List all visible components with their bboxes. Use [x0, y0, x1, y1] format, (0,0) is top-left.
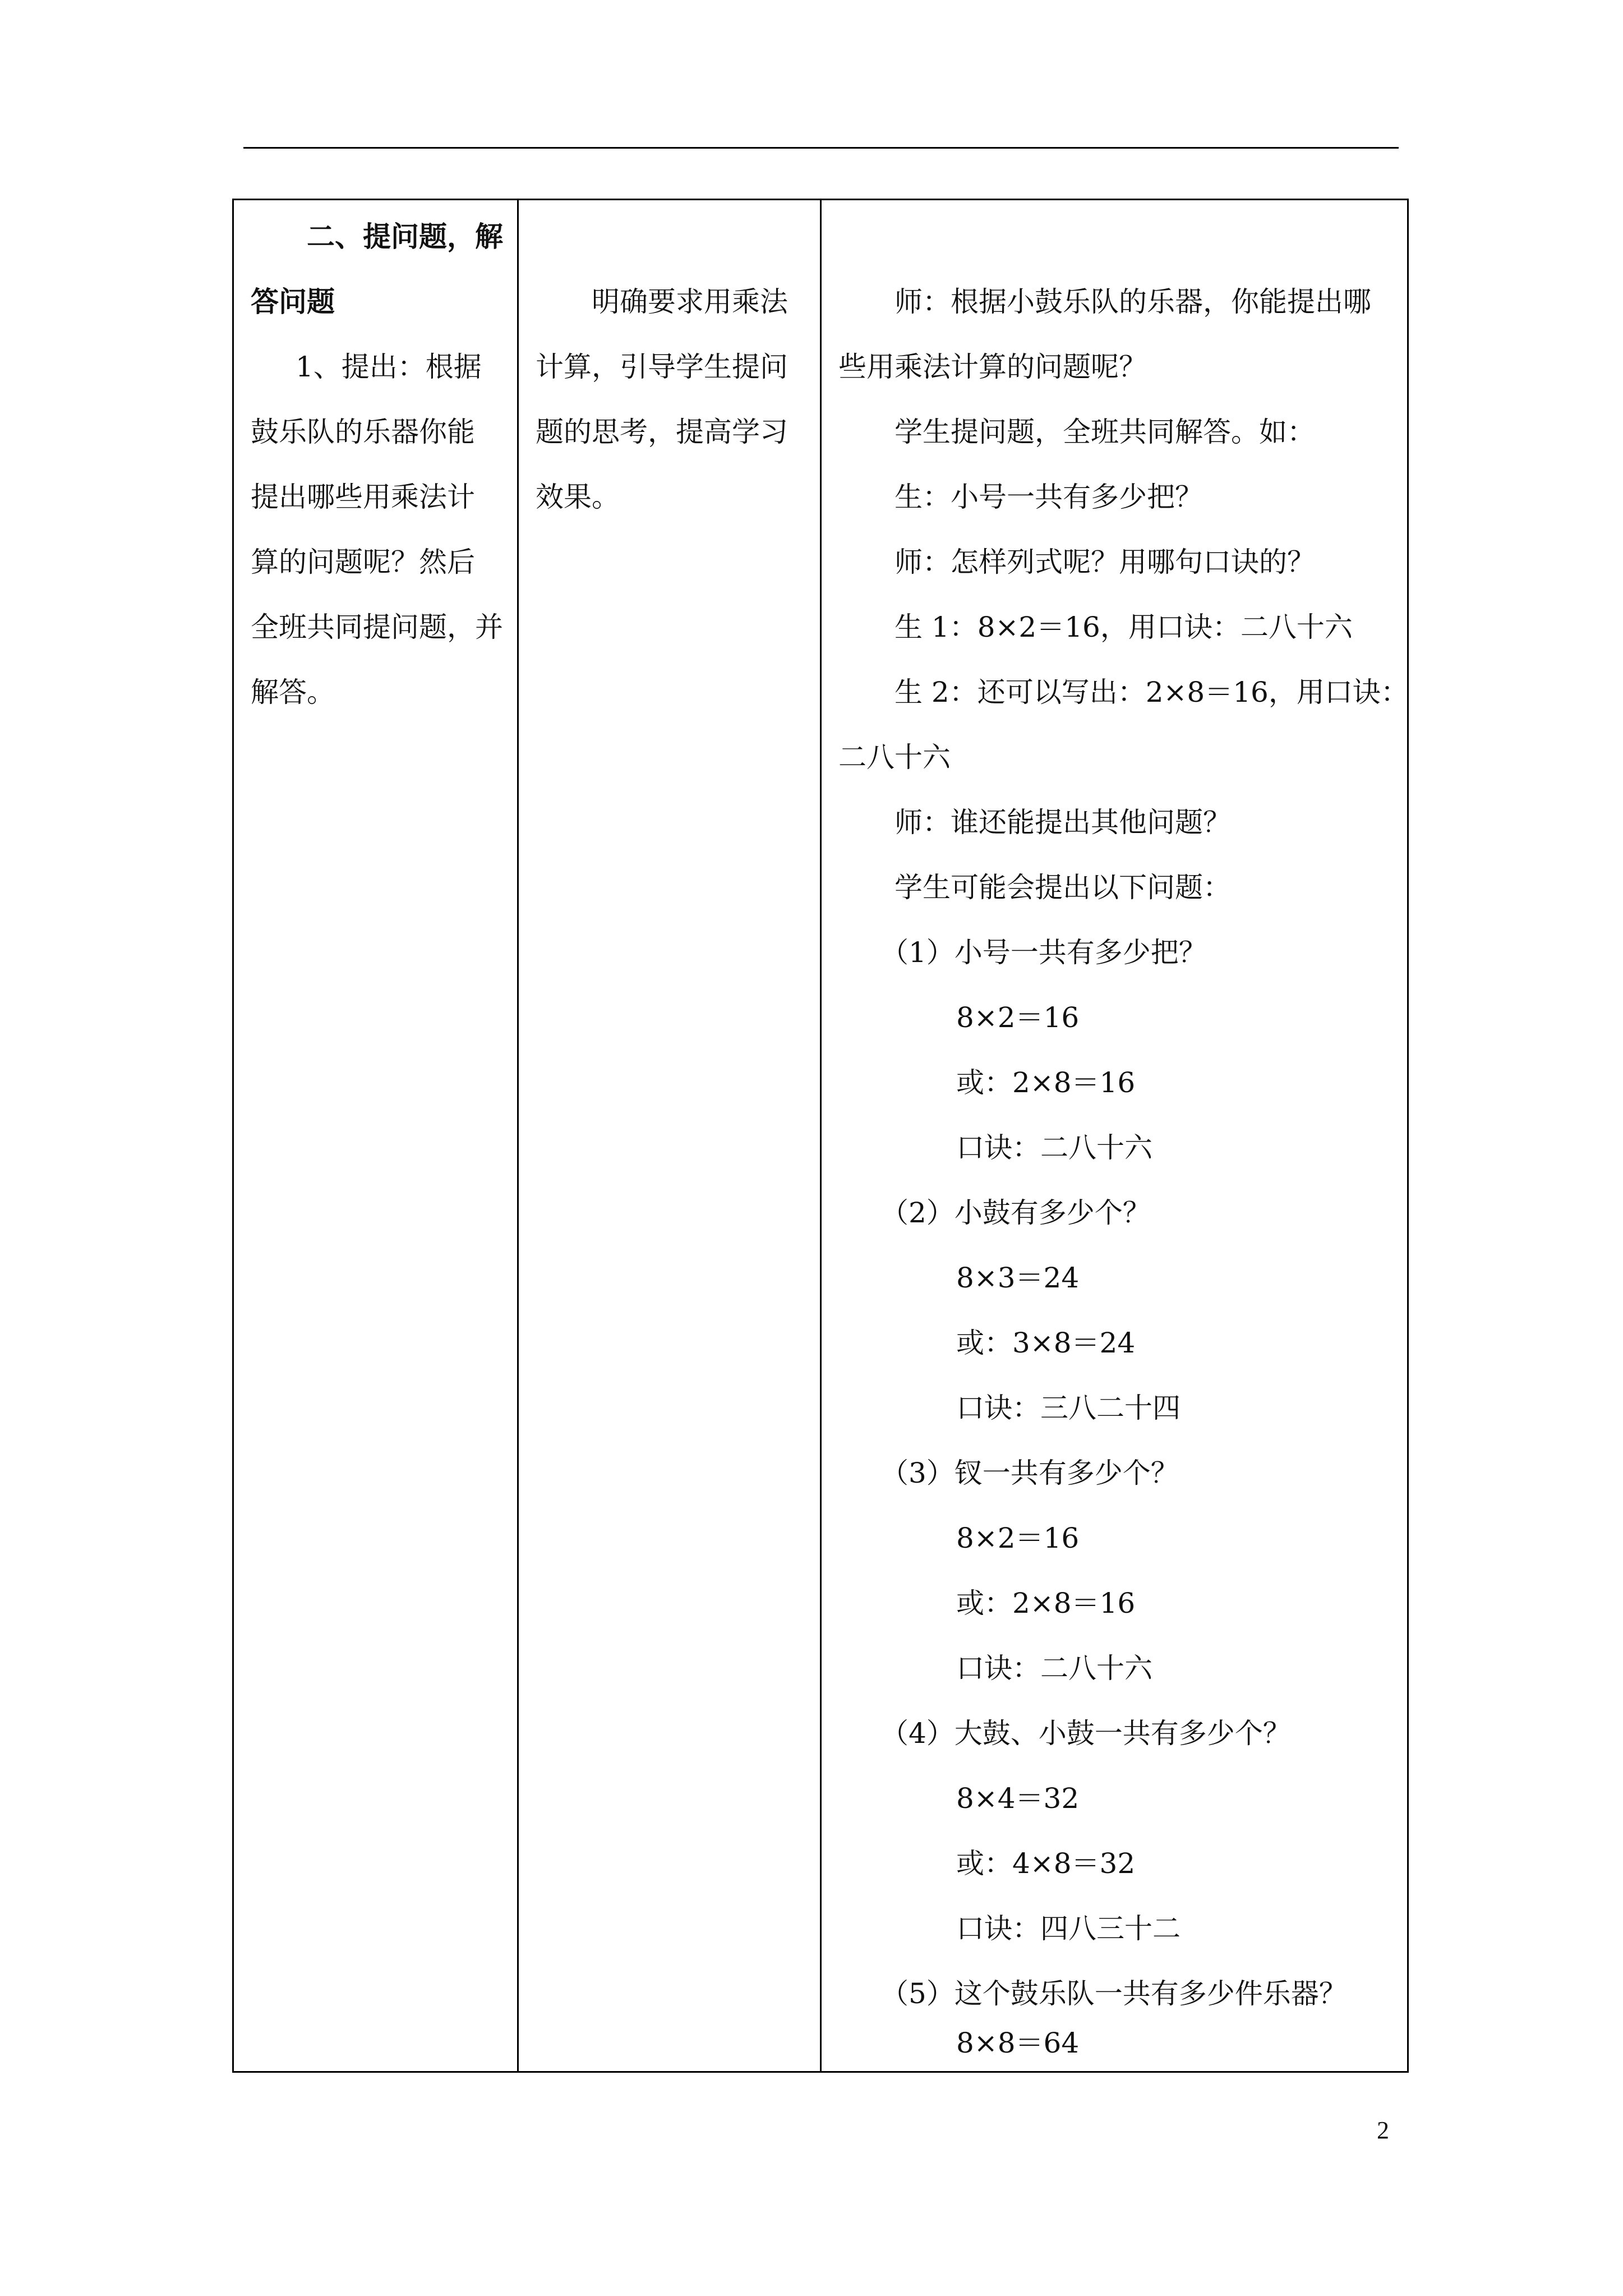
col3-line: 口诀：二八十六	[956, 1131, 1152, 1164]
col1-line: 二、提问题，解	[307, 220, 503, 253]
col3-line: （4）大鼓、小鼓一共有多少个？	[880, 1717, 1291, 1750]
col3-line: 生 1：8×2＝16，用口诀：二八十六	[895, 611, 1353, 643]
col1-line: 全班共同提问题，并	[251, 611, 503, 643]
col3-line: 8×4＝32	[956, 1782, 1080, 1815]
col3-line: 师：根据小鼓乐队的乐器，你能提出哪	[895, 286, 1371, 318]
col3-line: 学生可能会提出以下问题：	[895, 871, 1231, 904]
col3-line: （1）小号一共有多少把？	[880, 936, 1207, 969]
page-number: 2	[1377, 2116, 1389, 2144]
col1-line: 鼓乐队的乐器你能	[251, 416, 475, 448]
col3-line: 8×2＝16	[956, 1001, 1080, 1034]
col3-line: 口诀：四八三十二	[956, 1912, 1181, 1945]
column-design-intent	[519, 200, 822, 2071]
col3-line: 或：2×8＝16	[956, 1066, 1136, 1099]
col3-line: 8×2＝16	[956, 1522, 1080, 1554]
col3-line: 或：2×8＝16	[956, 1587, 1136, 1619]
col2-line: 计算，引导学生提问	[536, 351, 788, 383]
col1-line: 解答。	[251, 676, 335, 708]
col3-line: 二八十六	[838, 741, 951, 774]
col3-line: 师：怎样列式呢？用哪句口诀的？	[895, 546, 1315, 578]
col3-line: 8×3＝24	[956, 1262, 1080, 1294]
col1-line: 1、提出：根据	[296, 351, 482, 383]
col1-line: 提出哪些用乘法计	[251, 481, 475, 513]
col3-line: 口诀：三八二十四	[956, 1392, 1181, 1424]
col3-line: 生 2：还可以写出：2×8＝16，用口诀：	[895, 676, 1409, 708]
col3-line: （2）小鼓有多少个？	[880, 1197, 1151, 1229]
col3-line: 8×8＝64	[956, 2027, 1080, 2059]
header-rule	[243, 147, 1399, 149]
col2-line: 明确要求用乘法	[592, 286, 788, 318]
col2-line: 效果。	[536, 481, 620, 513]
col3-line: 学生提问题，全班共同解答。如：	[895, 416, 1315, 448]
col3-line: 些用乘法计算的问题呢？	[838, 351, 1147, 383]
col3-line: 或：3×8＝24	[956, 1327, 1136, 1359]
col3-line: 师：谁还能提出其他问题？	[895, 806, 1231, 839]
column-teaching-process	[234, 200, 519, 2071]
column-teacher-student-activity	[822, 200, 1407, 2071]
col3-line: 或：4×8＝32	[956, 1847, 1136, 1880]
col3-line: （3）钗一共有多少个？	[880, 1457, 1179, 1489]
col1-line: 算的问题呢？然后	[251, 546, 475, 578]
col3-line: （5）这个鼓乐队一共有多少件乐器？	[880, 1977, 1347, 2010]
col3-line: 生：小号一共有多少把？	[895, 481, 1203, 513]
col2-line: 题的思考，提高学习	[536, 416, 788, 448]
lesson-table	[232, 199, 1409, 2073]
col1-line: 答问题	[251, 285, 335, 318]
col3-line: 口诀：二八十六	[956, 1652, 1152, 1685]
